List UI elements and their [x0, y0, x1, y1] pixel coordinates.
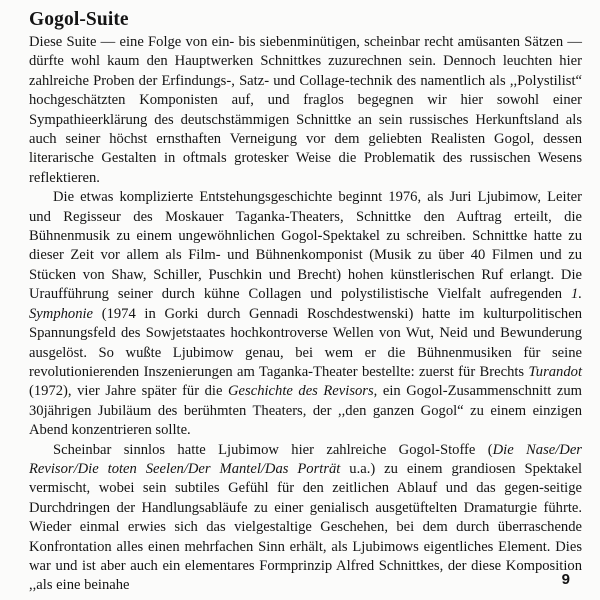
paragraph-text: (1974 in Gorki durch Gennadi Roschdestwenski) hatte im kulturpolitischen Spannungsfeld des Sowjetstaates hochkontroverse Wellen von Wut, Neid und Bewunderung ausgelöst. So wußte Ljubimow genau, bei wem er die Bühnenmusiken für seine revolutionierenden Inszenierungen am Taganka-Theater bestellte: zuerst für Brechts: [29, 305, 582, 380]
page-number: 9: [561, 571, 570, 588]
paragraph-2: [29, 188, 582, 440]
paragraph-1: [29, 33, 582, 188]
paragraph-text: Diese Suite — eine Folge von ein- bis siebenminütigen, scheinbar recht amüsanten Sätzen — dürfte wohl kaum den Hauptwerken Schnittkes zuzurechnen sein. Dennoch leuchten hier zahlreiche Proben der Erfindungs-, Satz- und Collage-technik des namentlich als ,,Polystilist“ hochgeschätzten Komponisten auf, und fraglos begegnen wir hier sowohl einer Sympathieerklärung des deutschstämmigen Schnittke an sein russisches Herkunftsland als auch seiner höchst ernsthaften Verneigung vor dem geliebten Realisten Gogol, dessen literarische Gestalten in oftmals grotesker Weise die Problematik des russischen Wesens reflektieren.: [29, 34, 582, 186]
paragraph-text: Die etwas komplizierte Entstehungsgeschichte beginnt 1976, als Juri Ljubimow, Leiter und Regisseur des Moskauer Taganka-Theaters, Schnittke den Auftrag erteilt, die Bühnenmusik zu einem ungewöhnlichen Gogol-Spektakel zu schreiben. Schnittke hatte zu dieser Zeit vor allem als Film- und Bühnenkomponist (Musik zu über 40 Filmen und zu Stücken von Shaw, Schiller, Puschkin und Brecht) hohen künstlerischen Ruf erlangt. Die Uraufführung seiner durch kühne Collagen und polystilistische Vielfalt aufregenden: [29, 189, 582, 303]
paragraph-text: Scheinbar sinnlos hatte Ljubimow hier zahlreiche Gogol-Stoffe (: [53, 441, 493, 458]
work-title-italic: 1. Symphonie: [29, 286, 582, 322]
paragraph-3: [29, 441, 582, 596]
document-page: [29, 8, 582, 596]
paragraph-text: , ein Gogol-Zusammenschnitt zum 30jährigen Jubiläum des berühmten Theaters, der ,,den ganzen Gogol“ zu einem einzigen Abend konzentrieren sollte.: [29, 383, 583, 439]
work-title-italic: Geschichte des Revisors: [228, 383, 374, 400]
work-title-italic: Turandot: [528, 363, 582, 380]
work-title-italic: Die Nase/Der Revisor/Die toten Seelen/Der Mantel/Das Porträt: [29, 441, 582, 477]
section-title: Gogol-Suite: [29, 9, 129, 30]
paragraph-text: u.a.) zu einem grandiosen Spektakel vermischt, wobei sein subtiles Gefühl für den zeitlichen Ablauf und das gegen-seitige Durchdringen der Handlungsabläufe zu einer genialisch ausgetüftelten Dramaturgie führte. Wieder einmal erwies sich das vielgestaltige Geschehen, bei dem durch überraschende Konfrontation alles einen mehrfachen Sinn erhält, als Ljubimows eigentliches Element. Dies war und ist aber auch ein elementares Formprinzip Alfred Schnittkes, der diese Komposition ,,als eine beinahe: [29, 460, 582, 594]
paragraph-text: (1972), vier Jahre später für die: [29, 383, 229, 400]
